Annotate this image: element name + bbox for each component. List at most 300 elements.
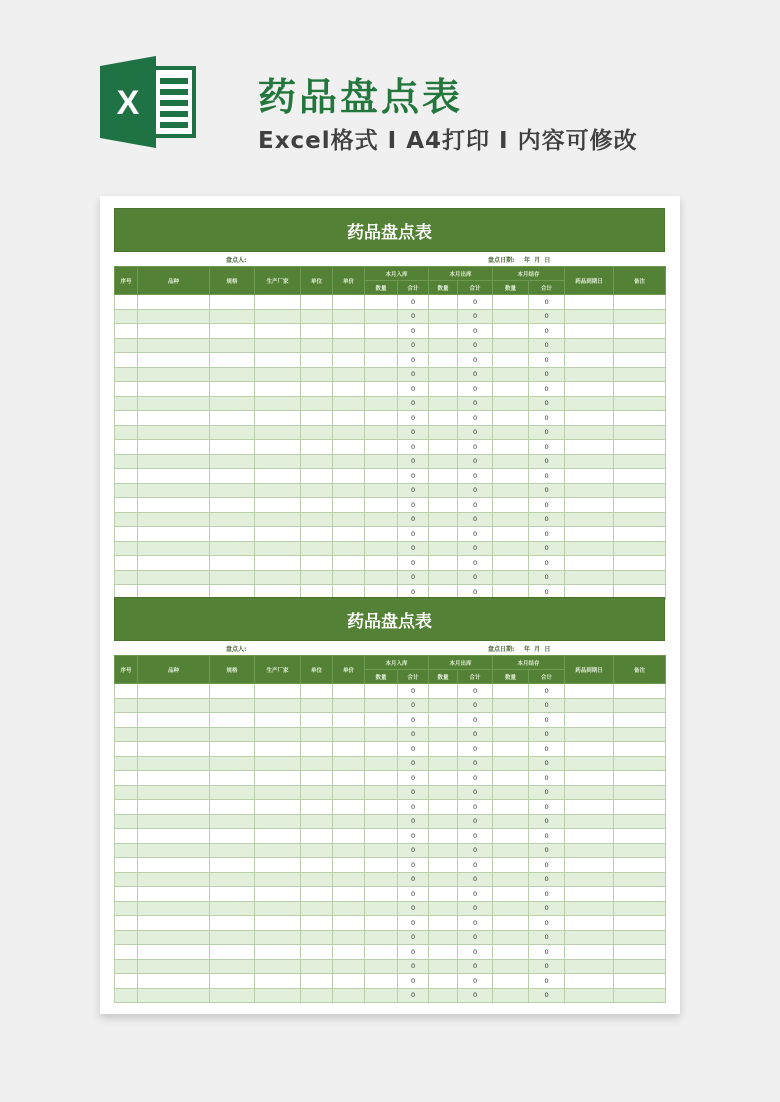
table-cell[interactable] (210, 916, 255, 931)
table-cell[interactable] (365, 338, 398, 353)
table-cell[interactable] (210, 814, 255, 829)
table-cell[interactable] (115, 469, 138, 484)
table-cell[interactable] (255, 411, 301, 426)
table-cell[interactable] (429, 785, 458, 800)
table-cell[interactable] (614, 829, 666, 844)
table-cell[interactable] (301, 527, 333, 542)
table-cell[interactable]: 0 (458, 338, 493, 353)
table-cell[interactable] (115, 556, 138, 571)
table-cell[interactable] (614, 713, 666, 728)
table-cell[interactable] (301, 988, 333, 1003)
table-cell[interactable] (565, 800, 614, 815)
table-cell[interactable] (301, 295, 333, 310)
table-cell[interactable] (301, 959, 333, 974)
table-cell[interactable]: 0 (458, 785, 493, 800)
table-cell[interactable] (115, 396, 138, 411)
table-cell[interactable] (255, 814, 301, 829)
table-cell[interactable] (493, 324, 529, 339)
table-cell[interactable] (365, 800, 398, 815)
table-cell[interactable] (493, 483, 529, 498)
table-cell[interactable] (493, 454, 529, 469)
table-cell[interactable] (333, 988, 365, 1003)
table-cell[interactable] (565, 698, 614, 713)
table-cell[interactable] (255, 945, 301, 960)
table-cell[interactable] (255, 469, 301, 484)
table-cell[interactable]: 0 (529, 556, 565, 571)
table-cell[interactable] (301, 396, 333, 411)
table-cell[interactable] (493, 469, 529, 484)
table-cell[interactable] (493, 556, 529, 571)
table-cell[interactable]: 0 (458, 916, 493, 931)
table-cell[interactable]: 0 (398, 469, 429, 484)
table-cell[interactable]: 0 (458, 742, 493, 757)
table-cell[interactable] (333, 800, 365, 815)
table-cell[interactable] (333, 396, 365, 411)
table-cell[interactable] (255, 454, 301, 469)
table-cell[interactable]: 0 (398, 425, 429, 440)
table-cell[interactable] (365, 698, 398, 713)
table-cell[interactable]: 0 (529, 771, 565, 786)
table-cell[interactable] (429, 742, 458, 757)
table-cell[interactable]: 0 (458, 556, 493, 571)
table-cell[interactable] (138, 353, 210, 368)
table-cell[interactable] (614, 727, 666, 742)
table-cell[interactable] (614, 556, 666, 571)
table-cell[interactable] (365, 858, 398, 873)
table-cell[interactable] (614, 974, 666, 989)
table-cell[interactable] (255, 512, 301, 527)
table-cell[interactable] (429, 367, 458, 382)
table-cell[interactable]: 0 (398, 483, 429, 498)
table-cell[interactable] (210, 295, 255, 310)
table-cell[interactable] (115, 512, 138, 527)
table-cell[interactable] (255, 684, 301, 699)
table-cell[interactable] (210, 988, 255, 1003)
table-cell[interactable] (138, 945, 210, 960)
table-cell[interactable] (138, 382, 210, 397)
table-cell[interactable] (115, 742, 138, 757)
table-cell[interactable] (365, 512, 398, 527)
table-cell[interactable] (429, 930, 458, 945)
table-cell[interactable]: 0 (529, 295, 565, 310)
table-cell[interactable] (138, 959, 210, 974)
table-cell[interactable]: 0 (529, 959, 565, 974)
table-cell[interactable]: 0 (458, 353, 493, 368)
table-cell[interactable]: 0 (529, 512, 565, 527)
table-cell[interactable]: 0 (398, 454, 429, 469)
table-cell[interactable] (365, 771, 398, 786)
table-cell[interactable] (138, 527, 210, 542)
table-cell[interactable] (255, 338, 301, 353)
table-cell[interactable]: 0 (398, 756, 429, 771)
table-cell[interactable] (365, 785, 398, 800)
table-cell[interactable]: 0 (458, 498, 493, 513)
table-cell[interactable] (115, 814, 138, 829)
table-cell[interactable] (429, 829, 458, 844)
table-cell[interactable] (365, 843, 398, 858)
table-cell[interactable] (115, 974, 138, 989)
table-cell[interactable] (565, 713, 614, 728)
table-cell[interactable] (365, 454, 398, 469)
table-cell[interactable] (255, 901, 301, 916)
table-cell[interactable] (333, 498, 365, 513)
table-cell[interactable] (301, 829, 333, 844)
table-cell[interactable]: 0 (529, 945, 565, 960)
table-cell[interactable] (333, 425, 365, 440)
table-cell[interactable] (210, 527, 255, 542)
table-cell[interactable] (138, 988, 210, 1003)
table-cell[interactable] (210, 367, 255, 382)
table-cell[interactable] (614, 454, 666, 469)
table-cell[interactable]: 0 (458, 570, 493, 585)
table-cell[interactable]: 0 (398, 367, 429, 382)
table-cell[interactable] (115, 727, 138, 742)
table-cell[interactable] (333, 771, 365, 786)
table-cell[interactable] (565, 727, 614, 742)
table-cell[interactable] (138, 440, 210, 455)
table-cell[interactable] (210, 930, 255, 945)
table-cell[interactable]: 0 (529, 324, 565, 339)
table-cell[interactable] (429, 916, 458, 931)
table-cell[interactable] (115, 353, 138, 368)
table-cell[interactable] (210, 338, 255, 353)
table-cell[interactable] (255, 556, 301, 571)
table-cell[interactable] (429, 353, 458, 368)
table-cell[interactable] (138, 295, 210, 310)
table-cell[interactable] (333, 974, 365, 989)
table-cell[interactable]: 0 (529, 454, 565, 469)
table-cell[interactable] (255, 858, 301, 873)
table-cell[interactable] (565, 771, 614, 786)
table-cell[interactable] (115, 541, 138, 556)
table-cell[interactable] (493, 887, 529, 902)
table-cell[interactable] (429, 425, 458, 440)
table-cell[interactable] (333, 684, 365, 699)
table-cell[interactable] (333, 945, 365, 960)
table-cell[interactable] (333, 353, 365, 368)
table-cell[interactable]: 0 (398, 338, 429, 353)
table-cell[interactable] (565, 498, 614, 513)
table-cell[interactable] (255, 829, 301, 844)
table-cell[interactable] (365, 324, 398, 339)
table-cell[interactable] (138, 396, 210, 411)
table-cell[interactable]: 0 (398, 901, 429, 916)
table-cell[interactable] (115, 916, 138, 931)
table-cell[interactable] (565, 382, 614, 397)
table-cell[interactable] (429, 800, 458, 815)
table-cell[interactable]: 0 (398, 843, 429, 858)
table-cell[interactable]: 0 (398, 829, 429, 844)
table-cell[interactable] (301, 684, 333, 699)
table-cell[interactable] (138, 916, 210, 931)
table-cell[interactable] (565, 756, 614, 771)
table-cell[interactable] (115, 872, 138, 887)
table-cell[interactable] (429, 454, 458, 469)
table-cell[interactable] (333, 483, 365, 498)
table-cell[interactable] (138, 512, 210, 527)
table-cell[interactable] (333, 756, 365, 771)
table-cell[interactable] (210, 396, 255, 411)
table-cell[interactable]: 0 (529, 974, 565, 989)
table-cell[interactable] (210, 512, 255, 527)
table-cell[interactable]: 0 (398, 814, 429, 829)
table-cell[interactable] (565, 454, 614, 469)
table-cell[interactable] (565, 396, 614, 411)
table-cell[interactable] (301, 814, 333, 829)
table-cell[interactable] (138, 684, 210, 699)
table-cell[interactable]: 0 (398, 570, 429, 585)
table-cell[interactable] (115, 713, 138, 728)
table-cell[interactable]: 0 (458, 901, 493, 916)
table-cell[interactable] (138, 556, 210, 571)
table-cell[interactable] (429, 541, 458, 556)
table-cell[interactable] (115, 684, 138, 699)
table-cell[interactable] (138, 411, 210, 426)
table-cell[interactable]: 0 (398, 945, 429, 960)
table-cell[interactable] (365, 959, 398, 974)
table-cell[interactable] (255, 295, 301, 310)
table-cell[interactable] (365, 916, 398, 931)
table-cell[interactable] (138, 756, 210, 771)
table-cell[interactable]: 0 (458, 309, 493, 324)
table-cell[interactable] (565, 974, 614, 989)
table-cell[interactable] (138, 771, 210, 786)
table-cell[interactable] (138, 324, 210, 339)
table-cell[interactable] (365, 930, 398, 945)
table-cell[interactable] (210, 771, 255, 786)
table-cell[interactable] (493, 396, 529, 411)
table-cell[interactable] (614, 353, 666, 368)
table-cell[interactable] (138, 541, 210, 556)
table-cell[interactable]: 0 (458, 887, 493, 902)
table-cell[interactable] (255, 930, 301, 945)
table-cell[interactable] (565, 425, 614, 440)
table-cell[interactable] (255, 974, 301, 989)
table-cell[interactable] (493, 916, 529, 931)
table-cell[interactable] (493, 295, 529, 310)
table-cell[interactable] (333, 382, 365, 397)
table-cell[interactable] (115, 309, 138, 324)
table-cell[interactable] (493, 945, 529, 960)
table-cell[interactable]: 0 (458, 945, 493, 960)
table-cell[interactable] (429, 440, 458, 455)
table-cell[interactable] (210, 382, 255, 397)
table-cell[interactable] (138, 309, 210, 324)
table-cell[interactable] (301, 756, 333, 771)
table-cell[interactable]: 0 (398, 916, 429, 931)
table-cell[interactable] (493, 684, 529, 699)
table-cell[interactable] (365, 713, 398, 728)
table-cell[interactable]: 0 (458, 469, 493, 484)
table-cell[interactable] (565, 684, 614, 699)
table-cell[interactable]: 0 (458, 727, 493, 742)
table-cell[interactable] (333, 742, 365, 757)
table-cell[interactable] (429, 887, 458, 902)
table-cell[interactable]: 0 (458, 454, 493, 469)
table-cell[interactable] (301, 338, 333, 353)
table-cell[interactable] (429, 309, 458, 324)
table-cell[interactable]: 0 (458, 295, 493, 310)
table-cell[interactable] (614, 959, 666, 974)
table-cell[interactable] (333, 727, 365, 742)
table-cell[interactable] (301, 887, 333, 902)
table-cell[interactable] (138, 367, 210, 382)
table-cell[interactable] (115, 295, 138, 310)
table-cell[interactable] (565, 916, 614, 931)
table-cell[interactable] (138, 887, 210, 902)
table-cell[interactable] (255, 367, 301, 382)
table-cell[interactable] (333, 570, 365, 585)
table-cell[interactable]: 0 (529, 901, 565, 916)
table-cell[interactable] (210, 742, 255, 757)
table-cell[interactable] (210, 440, 255, 455)
table-cell[interactable]: 0 (529, 382, 565, 397)
table-cell[interactable] (255, 771, 301, 786)
table-cell[interactable] (301, 742, 333, 757)
table-cell[interactable] (333, 440, 365, 455)
table-cell[interactable] (565, 527, 614, 542)
table-cell[interactable] (565, 411, 614, 426)
table-cell[interactable]: 0 (398, 713, 429, 728)
table-cell[interactable] (333, 901, 365, 916)
table-cell[interactable]: 0 (529, 469, 565, 484)
table-cell[interactable] (333, 887, 365, 902)
table-cell[interactable] (115, 527, 138, 542)
table-cell[interactable]: 0 (398, 684, 429, 699)
table-cell[interactable] (138, 843, 210, 858)
table-cell[interactable] (301, 541, 333, 556)
table-cell[interactable] (333, 324, 365, 339)
table-cell[interactable]: 0 (529, 829, 565, 844)
table-cell[interactable] (429, 469, 458, 484)
table-cell[interactable]: 0 (529, 800, 565, 815)
table-cell[interactable] (614, 930, 666, 945)
table-cell[interactable] (333, 785, 365, 800)
table-cell[interactable] (255, 713, 301, 728)
table-cell[interactable] (429, 945, 458, 960)
table-cell[interactable] (429, 512, 458, 527)
table-cell[interactable] (614, 295, 666, 310)
table-cell[interactable]: 0 (398, 785, 429, 800)
table-cell[interactable] (255, 498, 301, 513)
table-cell[interactable] (614, 440, 666, 455)
table-cell[interactable] (301, 469, 333, 484)
table-cell[interactable] (115, 498, 138, 513)
table-cell[interactable] (333, 959, 365, 974)
table-cell[interactable] (115, 425, 138, 440)
table-cell[interactable] (255, 382, 301, 397)
table-cell[interactable] (565, 483, 614, 498)
table-cell[interactable]: 0 (398, 527, 429, 542)
table-cell[interactable] (493, 901, 529, 916)
table-cell[interactable] (115, 930, 138, 945)
table-cell[interactable] (210, 843, 255, 858)
table-cell[interactable] (565, 988, 614, 1003)
table-cell[interactable] (614, 988, 666, 1003)
table-cell[interactable] (429, 382, 458, 397)
table-cell[interactable]: 0 (529, 570, 565, 585)
table-cell[interactable] (115, 454, 138, 469)
table-cell[interactable]: 0 (529, 785, 565, 800)
table-cell[interactable] (210, 411, 255, 426)
table-cell[interactable] (301, 785, 333, 800)
table-cell[interactable]: 0 (458, 541, 493, 556)
table-cell[interactable]: 0 (529, 872, 565, 887)
table-cell[interactable] (614, 771, 666, 786)
table-cell[interactable] (138, 698, 210, 713)
table-cell[interactable] (333, 541, 365, 556)
table-cell[interactable]: 0 (529, 684, 565, 699)
table-cell[interactable] (614, 742, 666, 757)
table-cell[interactable] (565, 930, 614, 945)
table-cell[interactable] (614, 498, 666, 513)
table-cell[interactable]: 0 (458, 483, 493, 498)
table-cell[interactable] (493, 974, 529, 989)
table-cell[interactable] (301, 498, 333, 513)
table-cell[interactable] (429, 974, 458, 989)
table-cell[interactable] (365, 440, 398, 455)
table-cell[interactable] (493, 541, 529, 556)
table-cell[interactable] (301, 843, 333, 858)
table-cell[interactable] (365, 353, 398, 368)
table-cell[interactable] (301, 570, 333, 585)
table-cell[interactable] (565, 440, 614, 455)
table-cell[interactable] (333, 469, 365, 484)
table-cell[interactable] (614, 570, 666, 585)
table-cell[interactable] (333, 556, 365, 571)
table-cell[interactable] (210, 556, 255, 571)
table-cell[interactable]: 0 (458, 713, 493, 728)
table-cell[interactable] (255, 309, 301, 324)
table-cell[interactable] (565, 742, 614, 757)
table-cell[interactable] (365, 901, 398, 916)
table-cell[interactable] (614, 843, 666, 858)
table-cell[interactable] (301, 324, 333, 339)
table-cell[interactable] (210, 425, 255, 440)
table-cell[interactable] (138, 498, 210, 513)
table-cell[interactable]: 0 (458, 930, 493, 945)
table-cell[interactable] (210, 959, 255, 974)
table-cell[interactable] (365, 295, 398, 310)
table-cell[interactable] (301, 901, 333, 916)
table-cell[interactable] (429, 396, 458, 411)
table-cell[interactable] (493, 785, 529, 800)
table-cell[interactable] (565, 785, 614, 800)
table-cell[interactable] (138, 727, 210, 742)
table-cell[interactable] (255, 353, 301, 368)
table-cell[interactable]: 0 (458, 843, 493, 858)
table-cell[interactable]: 0 (458, 800, 493, 815)
table-cell[interactable] (493, 872, 529, 887)
table-cell[interactable]: 0 (398, 295, 429, 310)
table-cell[interactable] (493, 353, 529, 368)
table-cell[interactable] (210, 858, 255, 873)
table-cell[interactable] (138, 872, 210, 887)
table-cell[interactable] (565, 843, 614, 858)
table-cell[interactable] (210, 887, 255, 902)
table-cell[interactable] (493, 498, 529, 513)
table-cell[interactable]: 0 (458, 440, 493, 455)
table-cell[interactable] (115, 324, 138, 339)
table-cell[interactable] (429, 684, 458, 699)
table-cell[interactable]: 0 (398, 727, 429, 742)
table-cell[interactable] (115, 440, 138, 455)
table-cell[interactable] (565, 367, 614, 382)
table-cell[interactable] (301, 425, 333, 440)
table-cell[interactable] (565, 901, 614, 916)
table-cell[interactable] (565, 309, 614, 324)
table-cell[interactable] (429, 901, 458, 916)
